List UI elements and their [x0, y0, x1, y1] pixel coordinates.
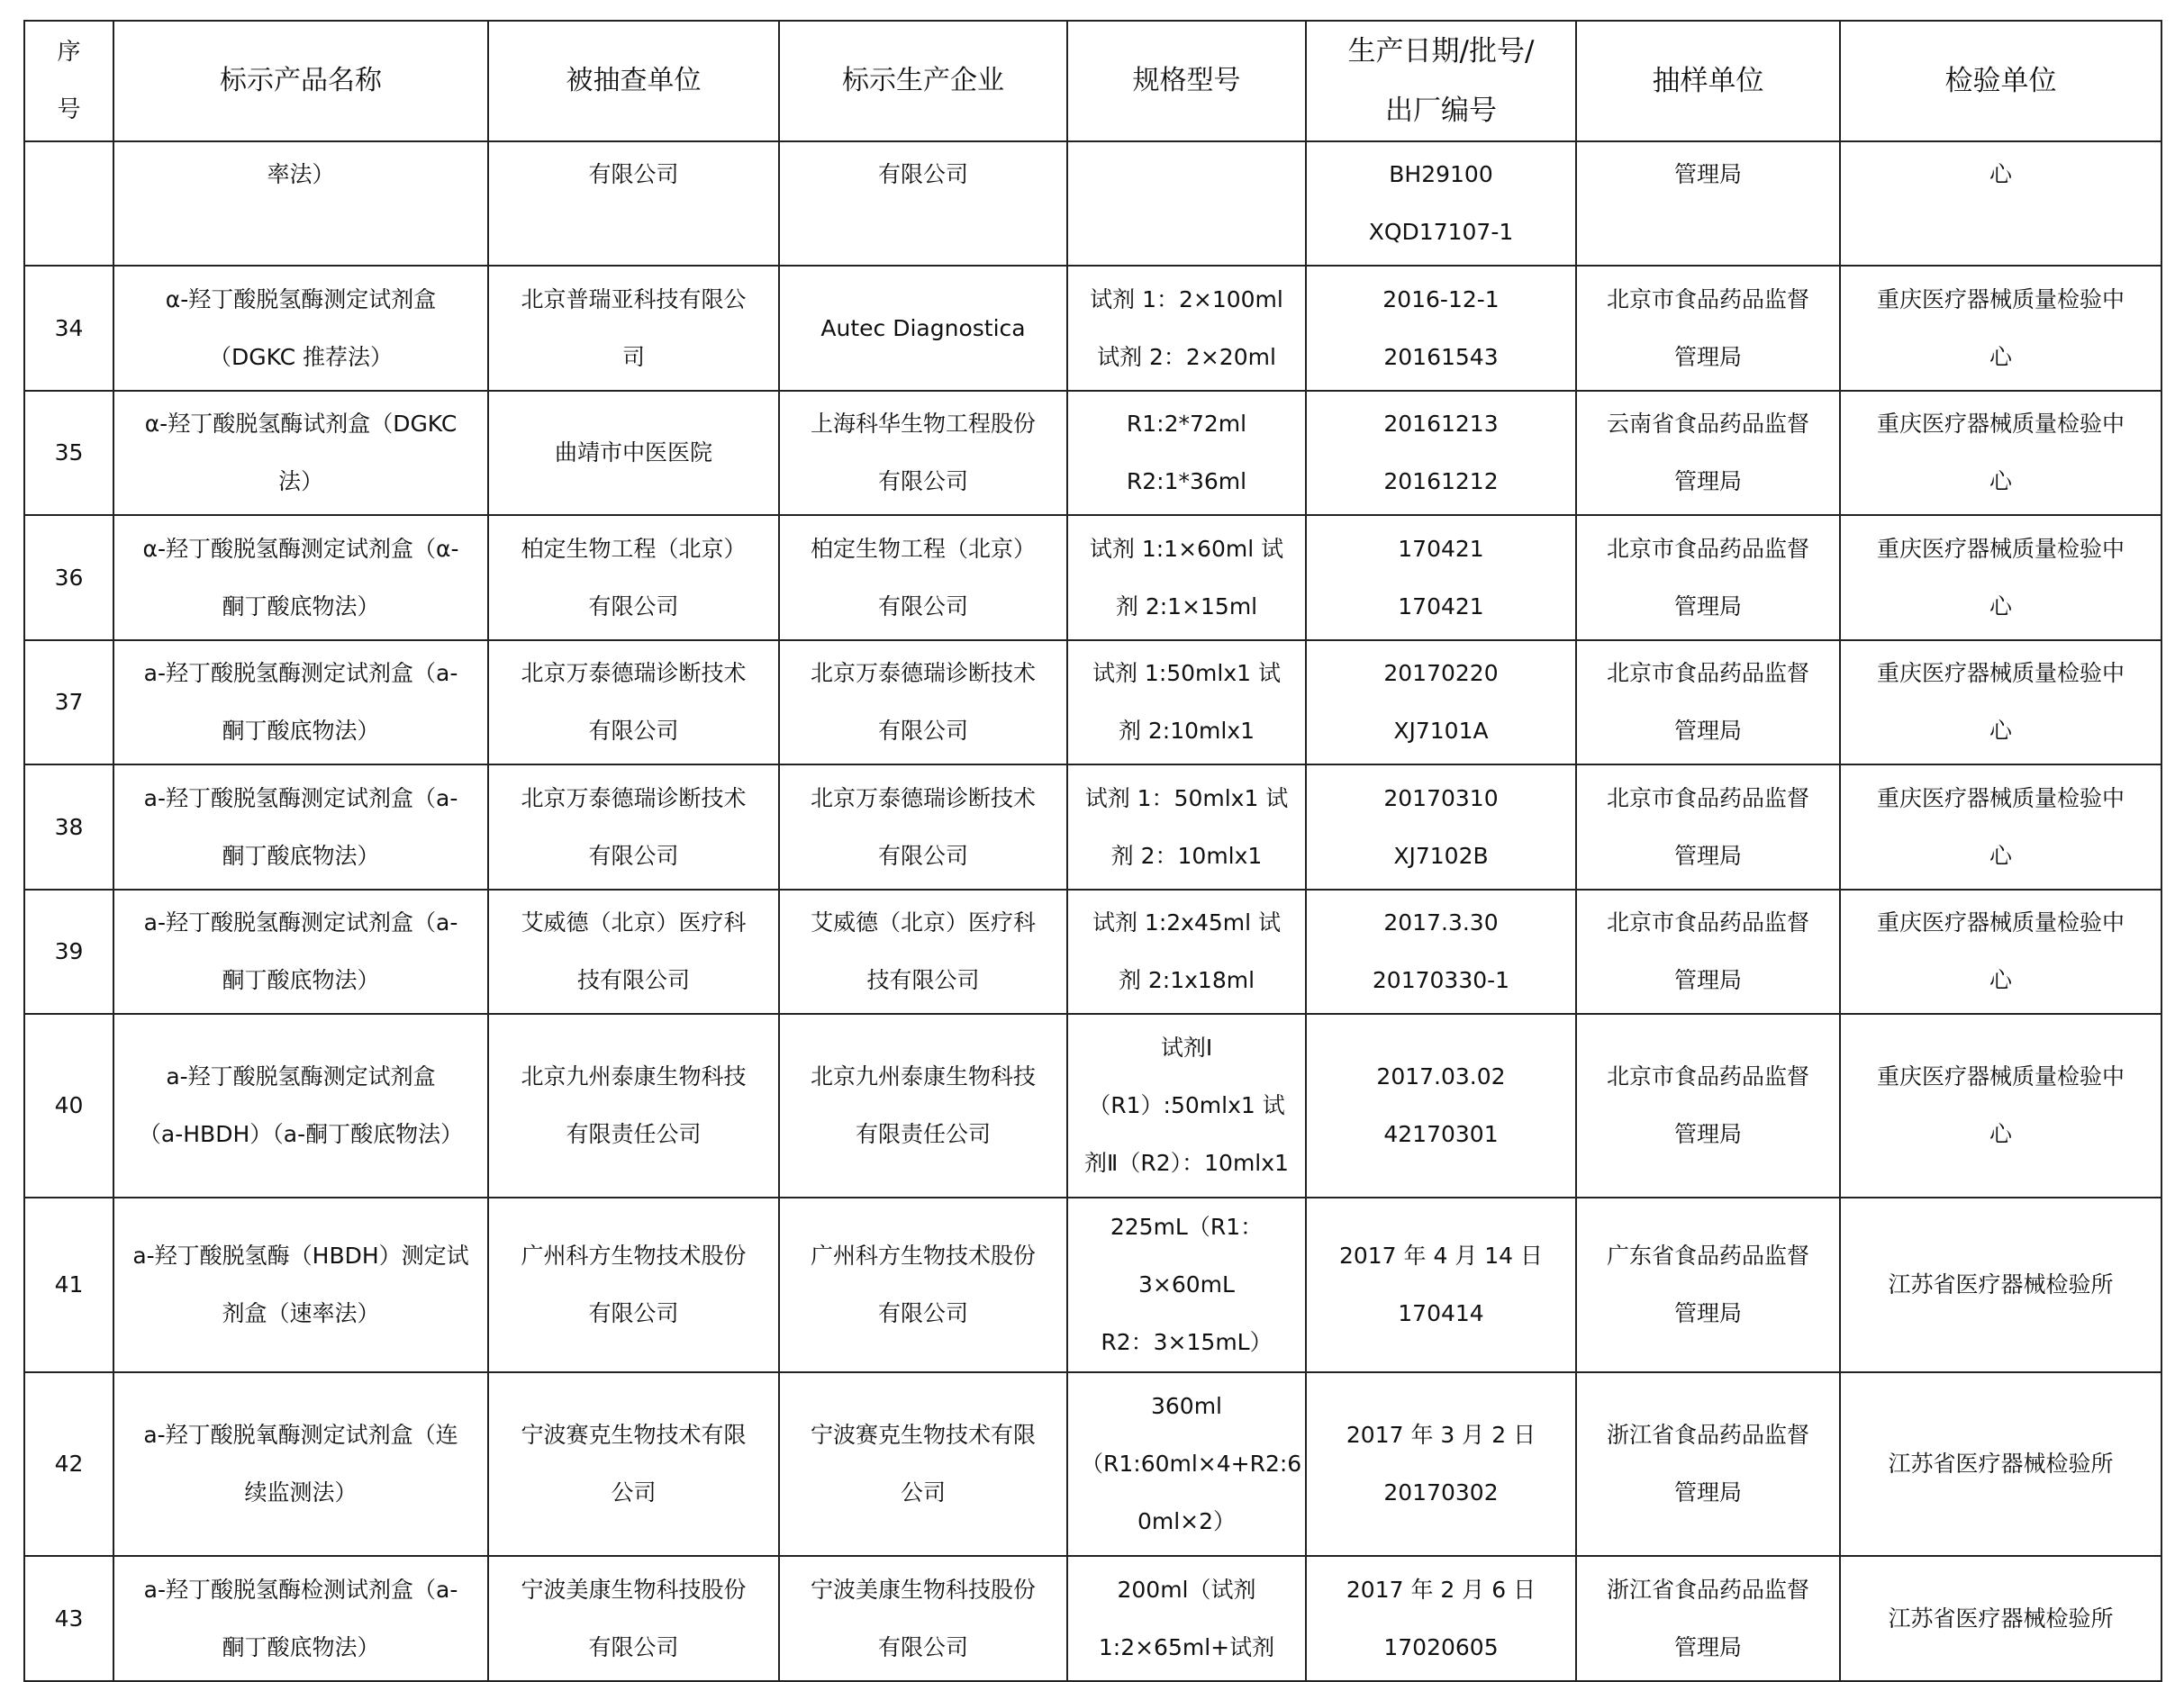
- cell-line: 试剂 1:50mlx1 试: [1092, 660, 1282, 686]
- table-row: [24, 1372, 2161, 1556]
- cell-line: BH29100: [1389, 161, 1493, 187]
- cell-manufacturer: [779, 640, 1067, 764]
- cell-seq: [24, 1198, 113, 1372]
- cell-line: 有限公司: [588, 592, 679, 619]
- cell-line: 艾威德（北京）医疗科: [810, 909, 1036, 936]
- cell-seq: [24, 515, 113, 640]
- cell-production-date: [1306, 890, 1576, 1014]
- table-row: [24, 764, 2161, 890]
- cell-product-name: [113, 1014, 488, 1198]
- cell-production-date: [1306, 391, 1576, 515]
- header-specification: 规格型号: [1067, 21, 1306, 141]
- header-sampling-unit: 抽样单位: [1576, 21, 1840, 141]
- cell-inspected-unit: [488, 515, 779, 640]
- cell-line: 重庆医疗器械质量检验中: [1876, 660, 2125, 686]
- cell-line: 心: [1989, 1121, 2012, 1147]
- cell-line: 柏定生物工程（北京）: [521, 535, 747, 562]
- cell-line: 北京市食品药品监督: [1606, 784, 1809, 811]
- cell-inspected-unit: [488, 1372, 779, 1556]
- cell-line: 北京普瑞亚科技有限公: [521, 285, 747, 312]
- cell-testing-unit: [1840, 890, 2161, 1014]
- cell-line: 剂 2：10mlx1: [1110, 842, 1263, 869]
- cell-sampling-unit: [1576, 141, 1840, 266]
- cell-line: 有限责任公司: [855, 1121, 991, 1147]
- cell-line: XJ7101A: [1393, 718, 1489, 744]
- cell-line: α-羟丁酸脱氢酶试剂盒（DGKC: [144, 411, 458, 437]
- cell-testing-unit: [1840, 266, 2161, 391]
- cell-line: 管理局: [1673, 343, 1742, 370]
- cell-line: （a-HBDH）（a-酮丁酸底物法）: [138, 1121, 464, 1147]
- cell-line: 宁波美康生物科技股份: [810, 1576, 1036, 1603]
- cell-specification: [1067, 890, 1306, 1014]
- cell-testing-unit: [1840, 1372, 2161, 1556]
- cell-line: 法）: [277, 468, 323, 494]
- cell-line: 重庆医疗器械质量检验中: [1876, 909, 2125, 936]
- cell-inspected-unit: [488, 141, 779, 266]
- cell-line: 2016-12-1: [1382, 285, 1500, 312]
- cell-line: 38: [54, 813, 84, 840]
- cell-line: 酮丁酸底物法）: [222, 592, 380, 619]
- inspection-table: [23, 20, 2162, 1682]
- cell-sampling-unit: [1576, 1556, 1840, 1681]
- cell-line: a-羟丁酸脱氢酶检测试剂盒（a-: [143, 1576, 458, 1603]
- cell-product-name: [113, 266, 488, 391]
- cell-line: 北京市食品药品监督: [1606, 285, 1809, 312]
- cell-line: 225mL（R1：3×60mL: [1110, 1214, 1264, 1298]
- cell-product-name: [113, 1198, 488, 1372]
- cell-line: 江苏省医疗器械检验所: [1888, 1271, 2114, 1298]
- header-production-date: 生产日期/批号/ 出厂编号: [1306, 21, 1576, 141]
- cell-line: 北京万泰德瑞诊断技术: [810, 784, 1036, 811]
- cell-product-name: [113, 515, 488, 640]
- cell-sampling-unit: [1576, 1014, 1840, 1198]
- cell-line: 酮丁酸底物法）: [222, 967, 380, 993]
- cell-product-name: [113, 1556, 488, 1681]
- cell-line: 试剂 1：2×100ml: [1090, 285, 1283, 312]
- cell-line: a-羟丁酸脱氢酶测定试剂盒（a-: [143, 660, 458, 686]
- cell-testing-unit: [1840, 141, 2161, 266]
- cell-line: 试剂 1:1×60ml 试: [1089, 535, 1284, 562]
- cell-specification: [1067, 1556, 1306, 1681]
- cell-sampling-unit: [1576, 1198, 1840, 1372]
- cell-sampling-unit: [1576, 391, 1840, 515]
- cell-seq: [24, 890, 113, 1014]
- cell-line: 北京市食品药品监督: [1606, 660, 1809, 686]
- header-row: [24, 21, 2161, 141]
- cell-line: 35: [54, 439, 84, 466]
- cell-inspected-unit: [488, 1556, 779, 1681]
- cell-line: 管理局: [1673, 1300, 1742, 1326]
- cell-line: 1:2×65ml+试剂: [1098, 1633, 1275, 1660]
- cell-line: 39: [54, 938, 84, 964]
- cell-line: 2017.3.30: [1383, 909, 1499, 936]
- cell-manufacturer: [779, 391, 1067, 515]
- cell-line: 心: [1989, 343, 2012, 370]
- cell-line: 20170220: [1383, 660, 1499, 686]
- cell-inspected-unit: [488, 1198, 779, 1372]
- cell-line: 有限公司: [588, 842, 679, 869]
- cell-line: 有限公司: [877, 1633, 968, 1660]
- cell-line: 公司: [611, 1479, 657, 1506]
- table-row: [24, 890, 2161, 1014]
- cell-testing-unit: [1840, 515, 2161, 640]
- table-row: [24, 1014, 2161, 1198]
- cell-specification: [1067, 391, 1306, 515]
- cell-line: 试剂Ⅰ: [1160, 1035, 1213, 1061]
- cell-line: XJ7102B: [1393, 842, 1489, 869]
- cell-line: 有限公司: [588, 1300, 679, 1326]
- cell-line: 艾威德（北京）医疗科: [521, 909, 747, 936]
- cell-line: 宁波赛克生物技术有限: [521, 1422, 747, 1448]
- cell-line: 2017 年 3 月 2 日: [1346, 1422, 1536, 1448]
- cell-line: 续监测法）: [244, 1479, 358, 1506]
- cell-production-date: [1306, 1198, 1576, 1372]
- table-row: [24, 1198, 2161, 1372]
- cell-manufacturer: [779, 515, 1067, 640]
- cell-line: 司: [621, 343, 645, 370]
- cell-manufacturer: [779, 1556, 1067, 1681]
- cell-specification: [1067, 1372, 1306, 1556]
- cell-product-name: [113, 764, 488, 890]
- cell-line: 重庆医疗器械质量检验中: [1876, 1063, 2125, 1090]
- cell-line: （DGKC 推荐法）: [208, 343, 394, 370]
- cell-line: 北京万泰德瑞诊断技术: [521, 660, 747, 686]
- cell-line: 江苏省医疗器械检验所: [1888, 1451, 2114, 1477]
- cell-line: 曲靖市中医医院: [554, 439, 712, 466]
- cell-line: a-羟丁酸脱氢酶测定试剂盒: [166, 1063, 436, 1090]
- cell-line: 重庆医疗器械质量检验中: [1876, 285, 2125, 312]
- cell-manufacturer: [779, 764, 1067, 890]
- cell-line: XQD17107-1: [1368, 219, 1514, 245]
- cell-seq: [24, 1556, 113, 1681]
- cell-line: 心: [1989, 842, 2012, 869]
- cell-line: 重庆医疗器械质量检验中: [1876, 784, 2125, 811]
- cell-line: 北京市食品药品监督: [1606, 909, 1809, 936]
- cell-testing-unit: [1840, 1198, 2161, 1372]
- cell-line: 37: [54, 689, 84, 715]
- cell-line: 有限公司: [877, 592, 968, 619]
- cell-line: 云南省食品药品监督: [1606, 411, 1809, 437]
- cell-production-date: [1306, 266, 1576, 391]
- cell-line: 管理局: [1673, 161, 1742, 187]
- cell-line: 剂Ⅱ（R2）：10mlx1: [1084, 1150, 1289, 1176]
- cell-line: 20161543: [1383, 343, 1499, 370]
- cell-line: 心: [1989, 718, 2012, 744]
- cell-line: 酮丁酸底物法）: [222, 842, 380, 869]
- cell-line: 200ml（试剂: [1117, 1576, 1256, 1603]
- cell-specification: [1067, 1014, 1306, 1198]
- cell-line: （R1:60ml×4+R2:6: [1081, 1451, 1302, 1477]
- cell-inspected-unit: [488, 764, 779, 890]
- cell-seq: [24, 391, 113, 515]
- cell-line: 宁波美康生物科技股份: [521, 1576, 747, 1603]
- cell-line: 40: [54, 1092, 84, 1118]
- cell-specification: [1067, 764, 1306, 890]
- cell-line: 江苏省医疗器械检验所: [1888, 1605, 2114, 1632]
- cell-manufacturer: [779, 1014, 1067, 1198]
- cell-line: 管理局: [1673, 842, 1742, 869]
- cell-line: 北京万泰德瑞诊断技术: [810, 660, 1036, 686]
- cell-product-name: [113, 141, 488, 266]
- cell-line: 有限公司: [588, 718, 679, 744]
- cell-line: 北京万泰德瑞诊断技术: [521, 784, 747, 811]
- cell-line: 20161213: [1383, 411, 1499, 437]
- cell-manufacturer: [779, 266, 1067, 391]
- cell-line: 43: [54, 1605, 84, 1632]
- cell-line: 率法）: [267, 161, 335, 187]
- cell-line: a-羟丁酸脱氢酶（HBDH）测定试: [132, 1243, 469, 1269]
- cell-line: 170414: [1398, 1300, 1484, 1326]
- cell-inspected-unit: [488, 1014, 779, 1198]
- cell-testing-unit: [1840, 640, 2161, 764]
- table-row: [24, 141, 2161, 266]
- cell-sampling-unit: [1576, 515, 1840, 640]
- cell-line: 技有限公司: [576, 967, 690, 993]
- cell-line: 剂 2:1×15ml: [1115, 592, 1258, 619]
- cell-production-date: [1306, 515, 1576, 640]
- cell-line: 重庆医疗器械质量检验中: [1876, 535, 2125, 562]
- cell-line: 北京市食品药品监督: [1606, 1063, 1809, 1090]
- cell-seq: [24, 764, 113, 890]
- cell-production-date: [1306, 1372, 1576, 1556]
- cell-production-date: [1306, 1556, 1576, 1681]
- cell-line: 北京九州泰康生物科技: [810, 1063, 1036, 1090]
- cell-line: 有限公司: [877, 161, 968, 187]
- cell-sampling-unit: [1576, 890, 1840, 1014]
- cell-sampling-unit: [1576, 266, 1840, 391]
- cell-product-name: [113, 391, 488, 515]
- header-manufacturer: 标示生产企业: [779, 21, 1067, 141]
- cell-line: 有限公司: [588, 1633, 679, 1660]
- cell-line: 技有限公司: [866, 967, 980, 993]
- cell-specification: [1067, 640, 1306, 764]
- cell-line: 有限公司: [877, 1300, 968, 1326]
- cell-line: Autec Diagnostica: [820, 314, 1026, 341]
- cell-line: 管理局: [1673, 1479, 1742, 1506]
- cell-line: a-羟丁酸脱氧酶测定试剂盒（连: [143, 1422, 458, 1448]
- cell-manufacturer: [779, 141, 1067, 266]
- cell-line: 管理局: [1673, 1121, 1742, 1147]
- cell-line: 广州科方生物技术股份: [521, 1243, 747, 1269]
- cell-line: 有限公司: [877, 468, 968, 494]
- cell-line: 心: [1989, 161, 2012, 187]
- cell-line: 宁波赛克生物技术有限: [810, 1422, 1036, 1448]
- cell-sampling-unit: [1576, 1372, 1840, 1556]
- cell-line: 管理局: [1673, 1633, 1742, 1660]
- cell-manufacturer: [779, 1372, 1067, 1556]
- cell-line: 41: [54, 1271, 84, 1298]
- cell-line: 20161212: [1383, 468, 1499, 494]
- cell-line: 剂盒（速率法）: [222, 1300, 380, 1326]
- table-body: [24, 141, 2161, 1681]
- cell-testing-unit: [1840, 764, 2161, 890]
- cell-line: 酮丁酸底物法）: [222, 1633, 380, 1660]
- cell-line: 17020605: [1383, 1633, 1499, 1660]
- cell-line: 170421: [1398, 592, 1484, 619]
- cell-line: R1:2*72ml: [1126, 411, 1247, 437]
- cell-testing-unit: [1840, 391, 2161, 515]
- header-testing-unit: 检验单位: [1840, 21, 2161, 141]
- cell-line: 有限公司: [877, 718, 968, 744]
- cell-line: 重庆医疗器械质量检验中: [1876, 411, 2125, 437]
- cell-specification: [1067, 515, 1306, 640]
- cell-sampling-unit: [1576, 640, 1840, 764]
- cell-manufacturer: [779, 890, 1067, 1014]
- cell-seq: [24, 266, 113, 391]
- cell-line: 浙江省食品药品监督: [1606, 1422, 1809, 1448]
- cell-line: 34: [54, 314, 84, 341]
- cell-line: 剂 2:1x18ml: [1118, 967, 1255, 993]
- cell-line: 试剂 2：2×20ml: [1097, 343, 1276, 370]
- cell-line: 广东省食品药品监督: [1606, 1243, 1809, 1269]
- cell-manufacturer: [779, 1198, 1067, 1372]
- cell-line: 心: [1989, 592, 2012, 619]
- cell-line: 20170310: [1383, 784, 1499, 811]
- header-seq: 序 号: [24, 21, 113, 141]
- cell-line: 2017.03.02: [1376, 1063, 1506, 1090]
- cell-testing-unit: [1840, 1556, 2161, 1681]
- cell-line: 170421: [1398, 535, 1484, 562]
- cell-line: 心: [1989, 967, 2012, 993]
- cell-line: 管理局: [1673, 718, 1742, 744]
- cell-production-date: [1306, 1014, 1576, 1198]
- cell-line: 360ml: [1150, 1393, 1223, 1419]
- cell-line: 酮丁酸底物法）: [222, 718, 380, 744]
- table-row: [24, 1556, 2161, 1681]
- cell-line: 试剂 1：50mlx1 试: [1084, 784, 1289, 811]
- cell-seq: [24, 640, 113, 764]
- cell-line: 2017 年 2 月 6 日: [1346, 1576, 1536, 1603]
- table-row: [24, 515, 2161, 640]
- cell-line: 管理局: [1673, 592, 1742, 619]
- cell-line: 有限责任公司: [566, 1121, 702, 1147]
- cell-line: 管理局: [1673, 967, 1742, 993]
- cell-production-date: [1306, 640, 1576, 764]
- cell-line: 2017 年 4 月 14 日: [1338, 1243, 1544, 1269]
- cell-line: a-羟丁酸脱氢酶测定试剂盒（a-: [143, 784, 458, 811]
- cell-line: 浙江省食品药品监督: [1606, 1576, 1809, 1603]
- cell-seq: [24, 1372, 113, 1556]
- cell-inspected-unit: [488, 266, 779, 391]
- cell-line: 北京市食品药品监督: [1606, 535, 1809, 562]
- cell-line: 20170302: [1383, 1479, 1499, 1506]
- header-product-name: 标示产品名称: [113, 21, 488, 141]
- cell-line: 管理局: [1673, 468, 1742, 494]
- cell-line: 心: [1989, 468, 2012, 494]
- cell-line: 广州科方生物技术股份: [810, 1243, 1036, 1269]
- cell-seq: [24, 1014, 113, 1198]
- table-row: [24, 266, 2161, 391]
- cell-specification: [1067, 141, 1306, 266]
- cell-line: R2:1*36ml: [1126, 468, 1247, 494]
- cell-seq: [24, 141, 113, 266]
- cell-line: a-羟丁酸脱氢酶测定试剂盒（a-: [143, 909, 458, 936]
- cell-line: 42170301: [1383, 1121, 1499, 1147]
- cell-specification: [1067, 266, 1306, 391]
- cell-line: 36: [54, 564, 84, 591]
- table-row: [24, 391, 2161, 515]
- cell-production-date: [1306, 764, 1576, 890]
- cell-line: 试剂 1:2x45ml 试: [1092, 909, 1282, 936]
- cell-product-name: [113, 1372, 488, 1556]
- cell-line: 北京九州泰康生物科技: [521, 1063, 747, 1090]
- cell-line: （R1）:50mlx1 试: [1088, 1092, 1285, 1118]
- cell-inspected-unit: [488, 391, 779, 515]
- header-inspected-unit: 被抽查单位: [488, 21, 779, 141]
- cell-specification: [1067, 1198, 1306, 1372]
- cell-product-name: [113, 890, 488, 1014]
- table-row: [24, 640, 2161, 764]
- cell-line: 上海科华生物工程股份: [810, 411, 1036, 437]
- cell-line: 剂 2:10mlx1: [1118, 718, 1255, 744]
- cell-inspected-unit: [488, 640, 779, 764]
- cell-line: 有限公司: [877, 842, 968, 869]
- cell-line: 42: [54, 1451, 84, 1477]
- cell-line: 0ml×2）: [1137, 1508, 1237, 1534]
- cell-line: R2：3×15mL）: [1101, 1329, 1273, 1355]
- cell-line: 20170330-1: [1372, 967, 1510, 993]
- cell-line: 有限公司: [588, 161, 679, 187]
- cell-testing-unit: [1840, 1014, 2161, 1198]
- cell-production-date: [1306, 141, 1576, 266]
- cell-sampling-unit: [1576, 764, 1840, 890]
- cell-product-name: [113, 640, 488, 764]
- cell-line: 公司: [900, 1479, 946, 1506]
- cell-line: α-羟丁酸脱氢酶测定试剂盒: [165, 285, 437, 312]
- cell-line: α-羟丁酸脱氢酶测定试剂盒（α-: [142, 535, 459, 562]
- cell-inspected-unit: [488, 890, 779, 1014]
- cell-line: 柏定生物工程（北京）: [810, 535, 1036, 562]
